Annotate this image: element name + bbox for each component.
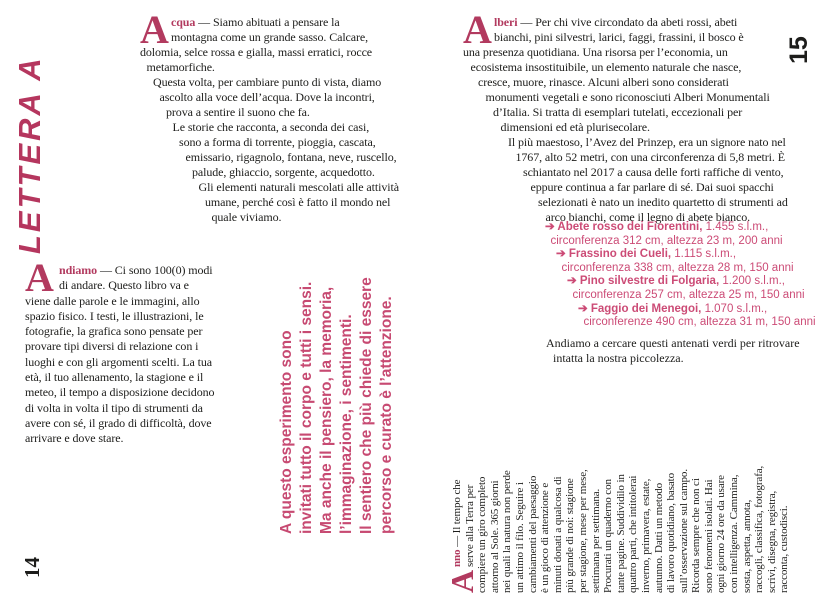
entry-word: ndiamo (59, 263, 98, 277)
text-line: selezionati è nato un inedito quartetto di strumenti ad (538, 195, 788, 209)
text-line: ➔ Faggio dei Menegoi, 1.070 s.l.m., (578, 302, 768, 315)
entry-word: nno (451, 549, 463, 567)
section-label-wrap (12, 8, 62, 254)
entry-acqua-dropcap: A (140, 7, 169, 52)
text-line: prova a sentire il suono che fa. (166, 105, 310, 119)
text-line: nno — Il tempo che (451, 479, 463, 567)
text-line: di andare. Questo libro va e (59, 278, 189, 293)
text-line: circonferenze 490 cm, altezza 31 m, 150 anni (583, 316, 816, 329)
entry-alberi (463, 7, 788, 225)
entry-anno (444, 381, 793, 593)
text-line: sono fenomeni isolati. Hai (702, 479, 715, 593)
text-line: schiantato nel 2017 a causa delle forti raffiche di vento, (523, 165, 784, 179)
text-line: con intelligenza. Cammina, (728, 474, 741, 593)
text-line: minuti donati a qualcosa di (551, 476, 564, 593)
text-line: quale viviamo. (211, 210, 282, 224)
monumental-trees-list (545, 221, 816, 330)
text-line: percorso e curato è l’attenzione. (378, 296, 395, 534)
quote-wrap (277, 238, 399, 534)
entry-anno-wrap (444, 381, 793, 593)
text-line: dimensioni ed età plurisecolare. (500, 120, 650, 134)
text-line: un attimo il filo. Seguire i (513, 482, 526, 593)
text-line: Il sentiero che più chiede di essere (358, 277, 375, 534)
text-line: raccogli, classifica, fotografa, (753, 465, 766, 593)
text-line: racconta, custodisci. (778, 505, 791, 593)
text-line: A questo esperimento sono (278, 330, 295, 534)
closing-paragraph (546, 336, 800, 366)
text-line: quattro parti, che intitolerai (627, 475, 640, 593)
text-line: 1767, alto 52 metri, con una circonferenza di 5,8 metri. È (515, 150, 785, 164)
entry-anno-text (444, 381, 791, 593)
text-line: emissario, rigagnolo, fontana, neve, ruscello, (185, 150, 397, 164)
entry-word: ➔ Frassino dei Cueli, (556, 248, 672, 261)
text-line: d’Italia. Si tratta di esemplari tutelati, eccezionali per (493, 105, 743, 119)
text-line: intatta la nostra piccolezza. (553, 351, 684, 365)
text-line: avere con sé, il grado di difficoltà, dove (25, 415, 212, 430)
text-line: ndiamo — Ci sono 100(0) modi (59, 263, 213, 277)
text-line: l’immaginazione, i sentimenti. (338, 314, 355, 534)
text-line: Procurati un quaderno con (602, 479, 615, 593)
text-line: monumenti vegetali e sono riconosciuti Alberi Monumentali (485, 90, 770, 104)
text-line: provare tipi diversi di relazione con i (25, 339, 199, 354)
text-line: Andiamo a cercare questi antenati verdi per ritrovare (546, 336, 800, 350)
text-line: circonferenza 312 cm, altezza 23 m, 200 anni (550, 234, 783, 247)
text-line: umane, perché così è fatto il mondo nel (205, 195, 391, 209)
text-line: metamorfiche. (146, 60, 215, 74)
page-number-left-wrap (20, 531, 48, 578)
text-line: ecosistema insostituibile, un elemento naturale che nasce, (470, 60, 742, 74)
text-line: compiere un giro completo (476, 476, 489, 593)
text-line: ➔ Abete rosso dei Fiorentini, 1.455 s.l.m., (545, 221, 769, 233)
entry-word: lberi (494, 15, 518, 29)
entry-andiamo-text (25, 255, 275, 447)
entry-alberi-text (463, 7, 788, 225)
text-line: ascolto alla voce dell’acqua. Dove la incontri, (159, 90, 375, 104)
text-line: scrivi, disegna, registra, (765, 490, 778, 593)
text-line: palude, ghiaccio, sorgente, acquedotto. (192, 165, 375, 179)
page-number-right: 15 (785, 36, 813, 64)
text-line: luoghi e con gli argomenti scelti. La tua (25, 354, 212, 369)
entry-word: ➔ Pino silvestre di Folgaria, (567, 275, 720, 288)
text-line: fotografie, la grafica sono pensate per (25, 324, 203, 339)
entry-word: cqua (171, 15, 196, 29)
text-line: sosta, aspetta, annota, (740, 499, 753, 593)
text-line: spazio fisico. I testi, le illustrazioni, le (25, 308, 204, 323)
entry-word: ➔ Faggio dei Menegoi, (578, 302, 702, 315)
entry-acqua-text (140, 7, 399, 225)
quote-rotated (277, 238, 399, 534)
text-line: sono a forma di torrente, pioggia, cascata, (179, 135, 376, 149)
page-number-left: 14 (20, 557, 44, 578)
entry-word: ➔ Abete rosso dei Fiorentini, (545, 221, 703, 233)
text-line: serve alla Terra per (463, 484, 476, 567)
text-line: invitati tutto il corpo e tutti i sensi. (298, 281, 315, 534)
entry-acqua (140, 7, 399, 225)
text-line: montagna come un grande sasso. Calcare, (171, 30, 369, 44)
text-line: Questa volta, per cambiare punto di vista, diamo (153, 75, 382, 89)
text-line: nei quali la natura non perde (501, 470, 514, 593)
text-line: settimana per settimana. (589, 488, 602, 593)
text-line: Le storie che racconta, a seconda dei casi, (172, 120, 370, 134)
entry-andiamo (25, 255, 275, 447)
text-line: circonferenza 338 cm, altezza 28 m, 150 anni (561, 261, 794, 274)
text-line: viene dalle parole e le immagini, allo (25, 293, 200, 308)
text-line: attorno al Sole. 365 giorni (488, 480, 501, 593)
text-line: di volta in volta il tipo di strumenti da (25, 400, 203, 415)
text-line: età, il tuo allenamento, la stagione e il (25, 370, 204, 385)
text-line: Ma anche il pensiero, la memoria, (318, 286, 335, 534)
text-line: circonferenza 257 cm, altezza 25 m, 150 anni (572, 288, 805, 301)
text-line: meteo, il tempo a disposizione decidono (25, 385, 215, 400)
text-line: una presenza quotidiana. Una risorsa per l’economia, un (463, 45, 728, 59)
entry-alberi-dropcap: A (463, 7, 492, 52)
text-line: Ricorda sempre che non ci (690, 478, 703, 593)
text-line: cambiamenti del paesaggio (526, 475, 539, 593)
text-line: tante pagine. Suddividilo in (614, 474, 627, 593)
text-line: è un gioco di attenzione e (539, 482, 552, 593)
text-line: Gli elementi naturali mescolati alle attività (198, 180, 399, 194)
page-number-right-wrap (785, 20, 819, 64)
text-line: eppure continua a far parlare di sé. Dai suoi spacchi (530, 180, 774, 194)
text-line: lberi — Per chi vive circondato da abeti rossi, abeti (494, 15, 738, 29)
text-line: ➔ Frassino dei Cueli, 1.115 s.l.m., (556, 248, 737, 261)
text-line: arco bianchi, come il legno di abete bianco. (545, 210, 751, 224)
text-line: ogni giorno 24 ore da usare (715, 475, 728, 593)
text-line: inverno, primavera, estate, (639, 478, 652, 593)
entry-andiamo-dropcap: A (25, 255, 54, 300)
text-line: cqua — Siamo abituati a pensare la (171, 15, 340, 29)
text-line: Il più maestoso, l’Avez del Prinzep, era un signore nato nel (508, 135, 786, 149)
text-line: dolomia, selce rossa e gialla, massi erratici, rocce (140, 45, 373, 59)
text-line: arrivare e dove stare. (25, 431, 124, 446)
text-line: ➔ Pino silvestre di Folgaria, 1.200 s.l.m., (567, 275, 785, 288)
text-line: di lavoro quotidiano, basato (665, 472, 678, 593)
text-line: cresce, muore, rinasce. Alcuni alberi sono considerati (478, 75, 729, 89)
section-label-lettera-a: LETTERA A (12, 55, 47, 254)
entry-anno-dropcap: A (444, 569, 480, 593)
text-line: più grande di noi: stagione (564, 478, 577, 593)
text-line: autunno. Datti un metodo (652, 482, 665, 593)
text-line: bianchi, pini silvestri, larici, faggi, frassini, il bosco è (494, 30, 744, 44)
text-line: sull’osservazione sul campo. (677, 469, 690, 593)
text-line: per stagione, mese per mese, (576, 469, 589, 593)
